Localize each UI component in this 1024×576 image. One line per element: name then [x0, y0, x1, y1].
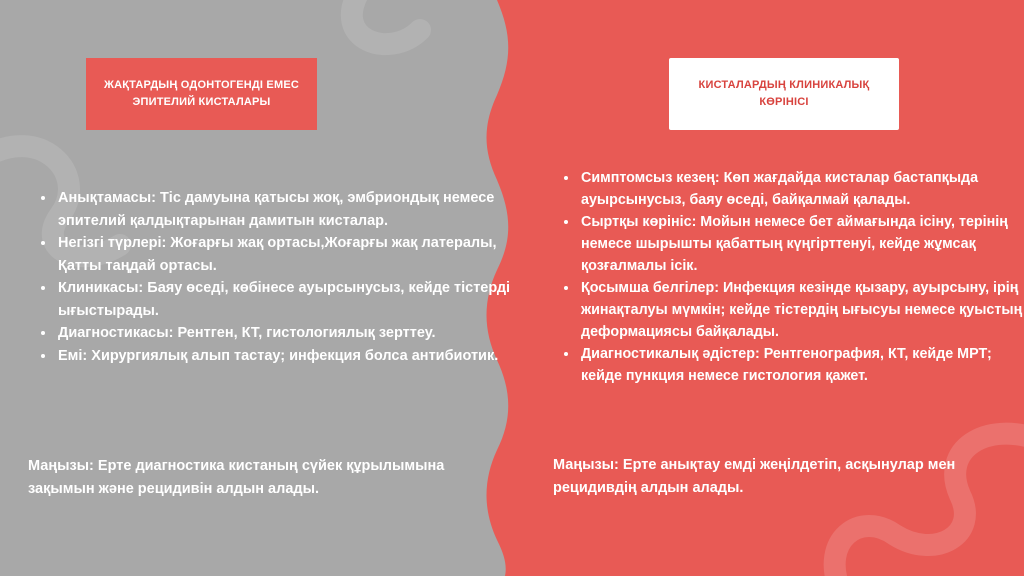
list-item: • Қосымша белгілер: Инфекция кезінде қызару, ауырсыну, ірің жинақталуы мүмкін; кейде тістердің ығысуы немесе қуыстың деформациясы байқалады.	[579, 277, 1024, 343]
list-item: • Емі: Хирургиялық алып тастау; инфекция болса антибиотик.	[56, 345, 516, 368]
left-title-text: ЖАҚТАРДЫҢ ОДОНТОГЕНДІ ЕМЕС ЭПИТЕЛИЙ КИСТАЛАРЫ	[103, 79, 299, 108]
list-item: • Негізгі түрлері: Жоғарғы жақ ортасы,Жоғарғы жақ латералы, Қатты таңдай ортасы.	[56, 232, 516, 277]
list-item: • Сыртқы көрініс: Мойын немесе бет аймағында ісіну, терінің немесе шырышты қабаттың күңгірттенуі, кейде жұмсақ қозғалмалы ісік.	[579, 211, 1024, 277]
right-bullet-list	[555, 167, 1024, 387]
right-significance-text: Маңызы: Ерте анықтау емді жеңілдетіп, асқынулар мен рецидивдің алдын алады.	[553, 457, 956, 496]
left-significance-text: Маңызы: Ерте диагностика кистаның сүйек құрылымына зақымын және рецидивін алдын алады.	[28, 458, 445, 497]
list-item: • Диагностикалық әдістер: Рентгенография, КТ, кейде МРТ; кейде пункция немесе гистология қажет.	[579, 343, 1024, 387]
list-item: • Клиникасы: Баяу өседі, көбінесе ауырсынусыз, кейде тістерді ығыстырады.	[56, 277, 516, 322]
left-title-box	[86, 58, 317, 130]
right-title-text: КИСТАЛАРДЫҢ КЛИНИКАЛЫҚ КӨРІНІСІ	[698, 79, 870, 108]
right-title-box	[669, 58, 899, 130]
left-bullet-list	[32, 187, 516, 367]
list-item: • Симптомсыз кезең: Көп жағдайда кисталар бастапқыда ауырсынусыз, баяу өседі, байқалмай қалады.	[579, 167, 1024, 211]
list-item: • Анықтамасы: Тіс дамуына қатысы жоқ, эмбриондық немесе эпителий қалдықтарынан дамитын кисталар.	[56, 187, 516, 232]
list-item: • Диагностикасы: Рентген, КТ, гистологиялық зерттеу.	[56, 322, 516, 345]
